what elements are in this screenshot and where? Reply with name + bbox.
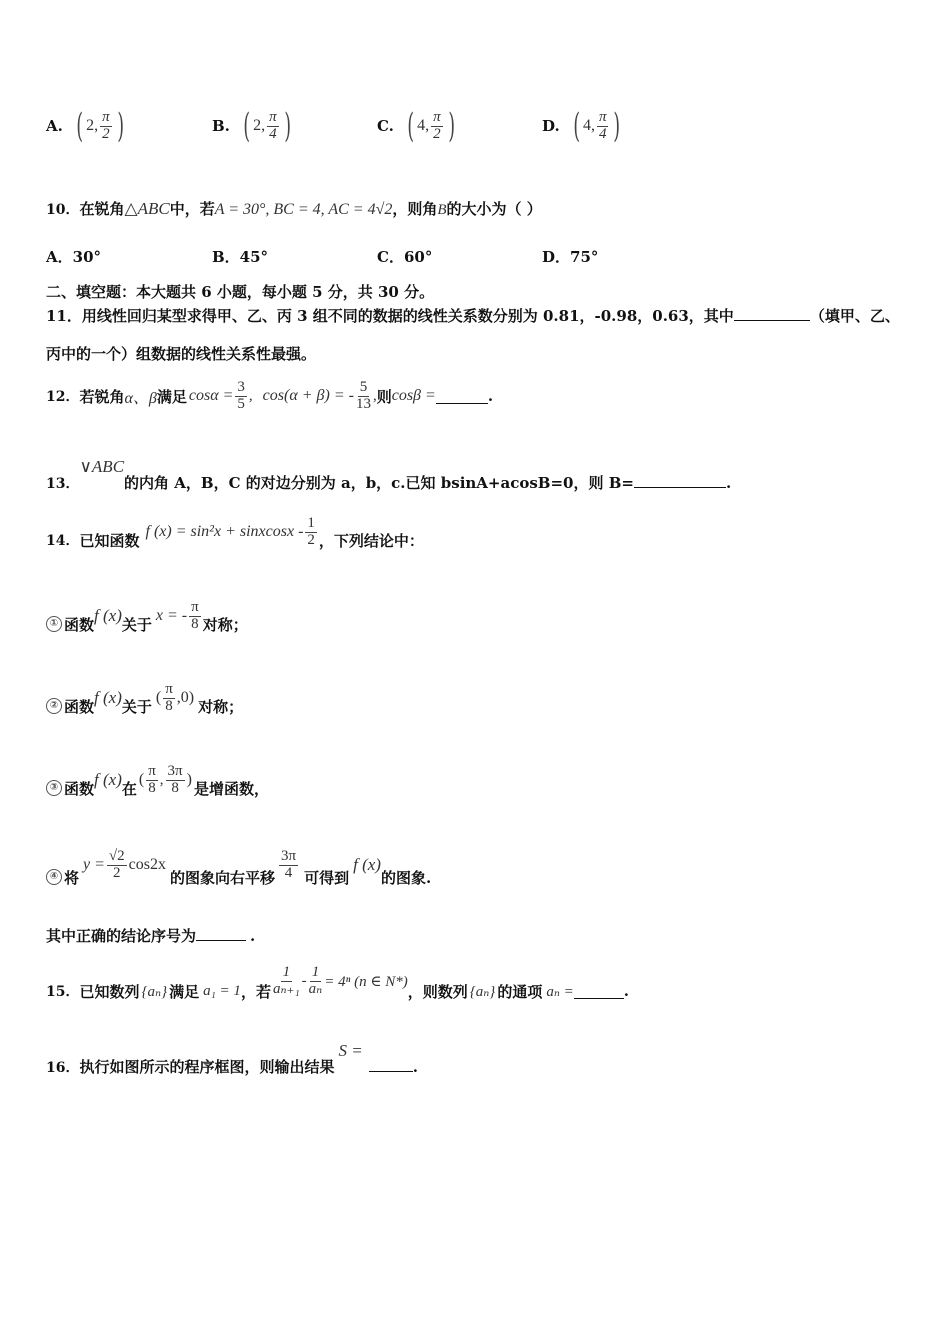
item-2-marker: ② [46,698,62,714]
q11-text: 11．用线性回归某型求得甲、乙、丙 3 组不同的数据的线性关系数分别为 0.81，-0.98，0.63，其中 [46,307,734,325]
item-4-fraction-1: $\frac{√2}{2}$ [108,847,125,881]
question-15 [46,956,629,1006]
item-1-pre: 函数 [64,615,95,634]
q15-minus: - [301,972,307,989]
item-2-pre: 函数 [64,697,95,716]
q12-text-3: 则 [376,387,392,406]
q15-text-5: 的通项 [497,982,543,1001]
q15-answer-blank[interactable] [574,983,624,999]
q15-fraction-1: $\frac{1}{\text{aₙ₊₁}}$ [272,963,300,997]
q9-option-letter: D. [542,117,560,135]
item-2-fx: f (x) [94,688,122,707]
q15-text-2: 满足 [169,982,200,1001]
q15-number: 15． [46,984,80,1000]
q10-angle-b: B [437,202,447,218]
q15-text-1: 已知数列 [79,982,140,1001]
item-1-post: 对称； [202,615,248,634]
q16-s: S = [338,1041,363,1060]
q9-option-value: 2, [253,117,266,134]
q14-item-3: ③ 函数 f (x) 在 ( $\frac{\pi}{8}$ , $\frac{3\pi}{8}$ ) 是增函数， [46,758,269,802]
q14-conclusion [46,925,255,946]
q10-text-4: 的大小为（ ） [446,200,542,218]
item-1-mid: 关于 [121,615,152,634]
item-4-pre: 将 [64,868,80,887]
q12-fraction-2: $\frac{5}{13}$ [355,378,371,412]
q12-separator: , [248,387,253,404]
q16-number: 16． [46,1060,80,1076]
q12-end: . [487,387,494,405]
q14-item-1 [46,594,248,638]
item-3-fx: f (x) [94,770,122,789]
q14-answer-blank[interactable] [196,925,246,941]
item-1-expr: x = - [155,607,188,624]
q9-option-fraction: $\frac{\pi}{4}$ [598,108,607,142]
q9-open-paren: ( [573,106,580,146]
section-2-heading: 二、填空题：本大题共 6 小题，每小题 5 分，共 30 分。 [46,283,435,301]
item-4-post: 的图象. [380,868,432,887]
q10-text-1: 在锐角 [79,200,125,218]
q14-number: 14． [46,533,80,549]
item-2-expr2: ,0) [176,689,195,706]
q10-triangle: △ABC [124,199,170,218]
item-2-post: 对称； [198,697,244,716]
q10-text-3: ，则角 [392,200,438,218]
q10-option-a: A．30° [46,248,102,266]
q9-option-letter: C. [377,117,394,135]
item-1-marker: ① [46,616,62,632]
item-2-expr: ( [155,689,162,706]
q9-close-paren: ) [116,106,124,146]
q14-text-2: ，下列结论中： [318,531,424,550]
q12-cos-beta: cosβ = [391,387,436,404]
q9-option-fraction: $\frac{\pi}{2}$ [433,108,441,142]
q9-close-paren: ) [613,106,621,146]
q12-angles: α、β [124,389,157,407]
q14-item-4 [46,840,431,890]
item-1-fraction: $\frac{\pi}{8}$ [191,598,199,632]
q12-number: 12． [46,389,80,405]
q9-option-value: 4, [417,117,430,134]
q10-option-d: D．75° [542,248,599,266]
item-3-pre: 函数 [64,779,95,798]
q15-end: . [623,982,630,1000]
q9-option-a [46,100,127,152]
q13-triangle: ∨ABC [79,457,125,476]
q13-answer-blank[interactable] [634,472,726,488]
q15-sequence-2: {aₙ} [469,983,496,1000]
question-16 [46,1040,418,1074]
q12-cos-alpha: cosα = [188,387,234,404]
item-4-marker: ④ [46,869,62,885]
q14-function: f (x) = sin²x + sinxcosx - [145,523,304,540]
q12-fraction-1: $\frac{3}{5}$ [237,378,245,412]
item-4-fx: f (x) [353,855,381,874]
q11-answer-blank[interactable] [734,305,810,321]
q15-sequence: {aₙ} [141,983,168,1000]
q10-option-b: B．45° [212,248,269,266]
q9-option-d [542,100,624,152]
q16-text: 执行如图所示的程序框图，则输出结果 [79,1058,335,1076]
q10-text-2: 中，若 [169,200,215,218]
q9-option-fraction: $\frac{\pi}{2}$ [102,108,110,142]
q10-condition: A = 30°, BC = 4, AC = 4√2 [214,201,393,218]
q16-end: . [412,1058,418,1076]
q13-number: 13． [46,476,80,492]
q14-conclusion-end: . [250,927,256,945]
q15-an: aₙ = [546,983,574,1000]
question-12 [46,374,493,418]
q16-answer-blank[interactable] [369,1056,413,1072]
q10-number: 10． [46,202,80,218]
item-4-expr2: cos2x [128,856,166,873]
q14-conclusion-text: 其中正确的结论序号为 [46,927,197,945]
q9-open-paren: ( [407,106,414,146]
item-3-marker: ③ [46,780,62,796]
q12-text-2: 满足 [156,387,187,406]
item-4-fraction-2: $\frac{3\pi}{4}$ [281,847,297,881]
q9-option-c [377,100,458,152]
q12-answer-blank[interactable] [436,388,488,404]
q13-end: . [725,474,732,492]
q9-close-paren: ) [448,106,455,146]
item-3-fraction-2: $\frac{3\pi}{8}$ [167,762,183,796]
item-4-expr: y = [83,856,105,873]
q9-open-paren: ( [76,106,83,146]
item-1-fx: f (x) [94,606,122,625]
question-13 [46,458,731,490]
q9-option-letter: B. [212,117,230,135]
q13-text: 的内角 A，B，C 的对边分别为 a，b，c.已知 bsinA+acosB=0，则 B= [124,474,634,492]
q12-separator-2: , [372,387,377,404]
q10-option-c: C．60° [377,248,433,266]
q14-text-1: 已知函数 [79,531,140,550]
q14-item-2 [46,676,243,720]
item-3-expr2: ) [186,771,192,788]
q12-text-1: 若锐角 [79,387,125,406]
q9-option-value: 2, [86,117,99,134]
q15-text-4: ，则数列 [407,982,468,1001]
q9-open-paren: ( [243,106,250,146]
q15-rhs: = 4ⁿ (n ∈ N*) [324,973,408,990]
q9-close-paren: ) [284,106,291,146]
q9-option-b [212,100,294,152]
q12-cos-alpha-beta: cos(α + β) = - [262,387,354,404]
item-4-mid: 的图象向右平移 [169,868,275,887]
q15-fraction-2: $\frac{1}{\text{aₙ}}$ [308,963,323,997]
q9-option-value: 4, [582,117,595,134]
item-3-fraction-1: $\frac{\pi}{8}$ [148,762,156,796]
item-3-expr: ( [138,771,145,788]
q11-text-b: （填甲、乙、 [809,307,900,325]
question-10 [46,198,542,219]
item-3-mid: 在 [121,779,137,798]
question-11-line-2: 丙中的一个）组数据的线性关系性最强。 [46,345,317,363]
q9-option-fraction: $\frac{\pi}{4}$ [269,108,277,142]
question-14 [46,508,424,556]
q15-initial: a₁ = 1 [203,982,241,999]
item-3-post: 是增函数， [193,779,269,798]
q9-option-letter: A. [46,117,63,135]
item-2-fraction: $\frac{\pi}{8}$ [165,680,173,714]
q15-text-3: ，若 [240,982,271,1001]
q14-fraction: $\frac{1}{2}$ [307,514,315,548]
item-4-post1: 可得到 [304,868,350,887]
item-2-mid: 关于 [121,697,152,716]
question-11-line-1 [46,305,900,326]
